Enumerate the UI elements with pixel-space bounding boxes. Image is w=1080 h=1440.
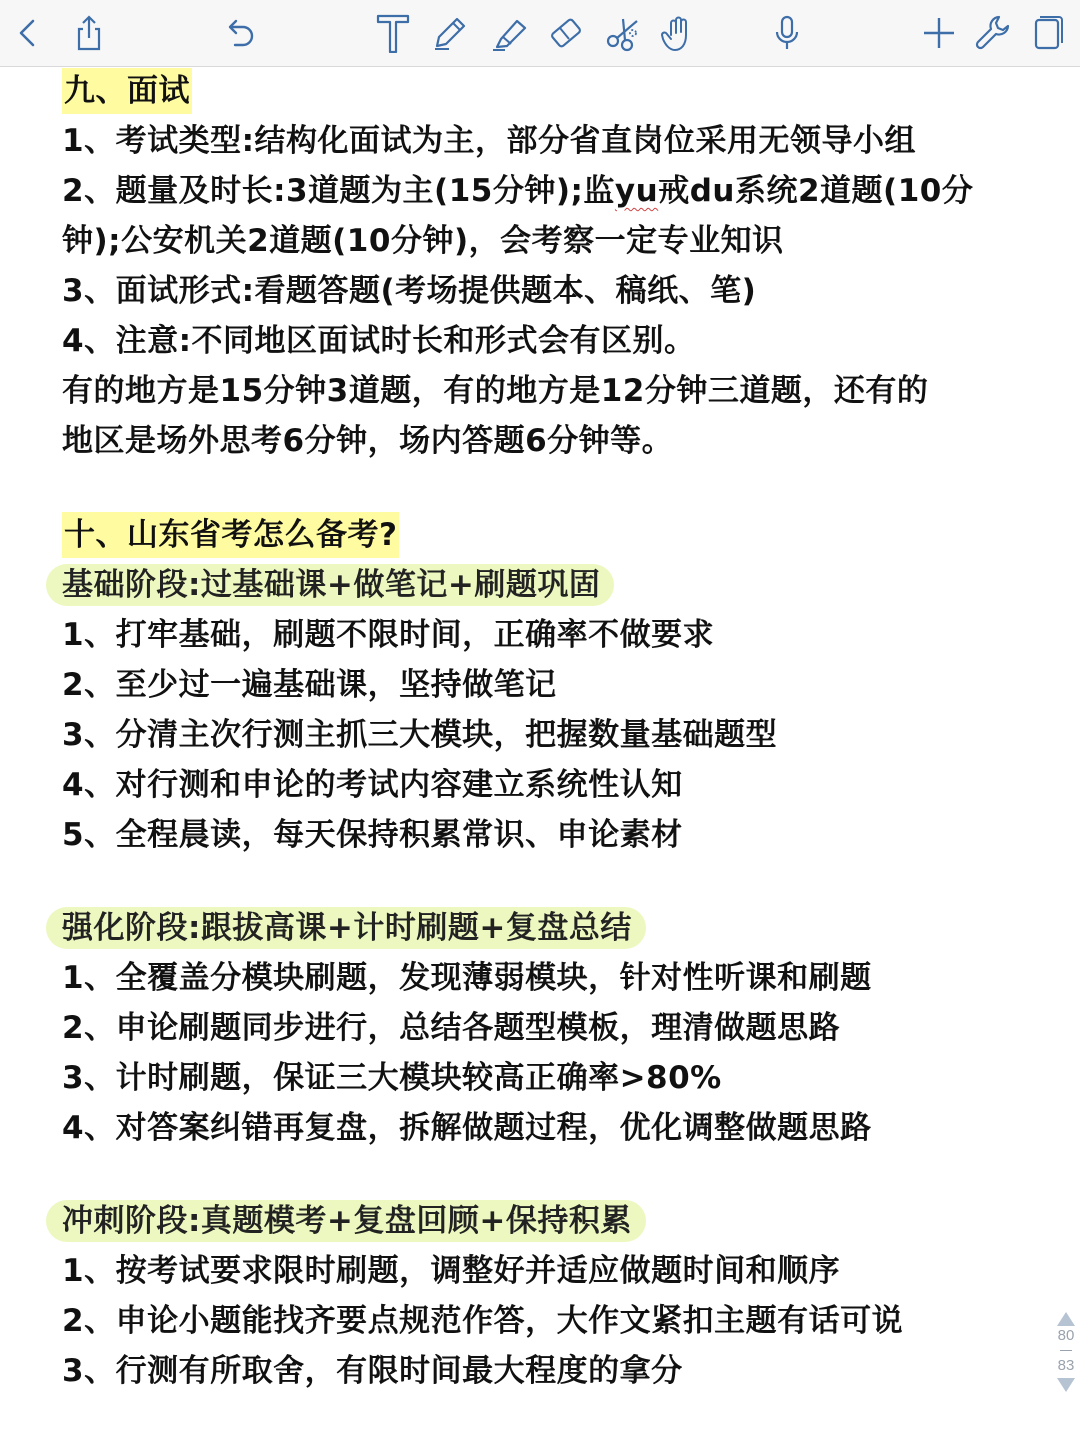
settings-button[interactable] bbox=[968, 8, 1018, 58]
highlighter-tool-button[interactable] bbox=[484, 8, 534, 58]
microphone-icon bbox=[767, 13, 807, 53]
note-line: 1、按考试要求限时刷题，调整好并适应做题时间和顺序 bbox=[62, 1253, 841, 1289]
note-line: 1、打牢基础，刷题不限时间，正确率不做要求 bbox=[62, 617, 715, 653]
page-indicator bbox=[1050, 1308, 1080, 1412]
section10-title: 十、山东省考怎么备考? bbox=[62, 512, 399, 558]
note-line bbox=[62, 166, 1042, 216]
text-tool-button[interactable] bbox=[368, 8, 418, 58]
section-heading bbox=[62, 66, 1042, 116]
note-line: 3、面试形式:看题答题(考场提供题本、稿纸、笔) bbox=[62, 273, 757, 309]
note-line: 有的地方是15分钟3道题，有的地方是12分钟三道题，还有的 bbox=[62, 373, 929, 409]
page-up-icon[interactable] bbox=[1057, 1312, 1075, 1326]
add-icon bbox=[919, 13, 959, 53]
page-down-icon[interactable] bbox=[1057, 1378, 1075, 1392]
total-pages: 83 bbox=[1057, 1357, 1075, 1374]
wrench-icon bbox=[973, 13, 1013, 53]
add-page-button[interactable] bbox=[914, 8, 964, 58]
page-icon bbox=[1027, 13, 1067, 53]
stage-heading bbox=[62, 903, 1042, 953]
stage-heading bbox=[62, 560, 1042, 610]
section9-title: 九、面试 bbox=[62, 68, 192, 114]
note-line: 4、注意:不同地区面试时长和形式会有区别。 bbox=[62, 323, 696, 359]
note-line: 3、行测有所取舍，有限时间最大程度的拿分 bbox=[62, 1353, 683, 1389]
stage-intensive-title: 强化阶段:跟拔高课+计时刷题+复盘总结 bbox=[46, 907, 646, 949]
back-button[interactable] bbox=[2, 8, 52, 58]
eraser-icon bbox=[545, 13, 585, 53]
toolbar bbox=[0, 0, 1080, 67]
note-line: 2、至少过一遍基础课，坚持做笔记 bbox=[62, 667, 557, 703]
note-line: 2、申论小题能找齐要点规范作答，大作文紧扣主题有话可说 bbox=[62, 1303, 904, 1339]
note-line: 1、考试类型:结构化面试为主，部分省直岗位采用无领导小组 bbox=[62, 123, 916, 159]
note-line: 4、对答案纠错再复盘，拆解做题过程，优化调整做题思路 bbox=[62, 1110, 872, 1146]
current-page: 80 bbox=[1057, 1327, 1075, 1344]
note-line: 5、全程晨读，每天保持积累常识、申论素材 bbox=[62, 817, 683, 853]
stage-basic-title: 基础阶段:过基础课+做笔记+刷题巩固 bbox=[46, 564, 614, 606]
microphone-button[interactable] bbox=[762, 8, 812, 58]
text-tool-icon bbox=[373, 13, 413, 53]
note-line: 地区是场外思考6分钟，场内答题6分钟等。 bbox=[62, 423, 674, 459]
lasso-tool-button[interactable] bbox=[598, 8, 648, 58]
highlighter-icon bbox=[489, 13, 529, 53]
eraser-tool-button[interactable] bbox=[540, 8, 590, 58]
note-line: 钟);公安机关2道题(10分钟)，会考察一定专业知识 bbox=[62, 223, 784, 259]
note-line: 3、分清主次行测主抓三大模块，把握数量基础题型 bbox=[62, 717, 778, 753]
spellcheck-word[interactable]: yu bbox=[614, 173, 659, 209]
undo-icon bbox=[219, 13, 259, 53]
note-text: 戒du系统2道题(10分 bbox=[658, 173, 974, 209]
note-content bbox=[62, 66, 1042, 1396]
note-line: 2、申论刷题同步进行，总结各题型模板，理清做题思路 bbox=[62, 1010, 841, 1046]
page-divider bbox=[1060, 1350, 1072, 1351]
note-line: 4、对行测和申论的考试内容建立系统性认知 bbox=[62, 767, 683, 803]
pen-tool-button[interactable] bbox=[424, 8, 474, 58]
note-line: 1、全覆盖分模块刷题，发现薄弱模块，针对性听课和刷题 bbox=[62, 960, 872, 996]
lasso-scissors-icon bbox=[603, 13, 643, 53]
undo-button[interactable] bbox=[214, 8, 264, 58]
hand-icon bbox=[657, 13, 697, 53]
hand-tool-button[interactable] bbox=[652, 8, 702, 58]
stage-heading bbox=[62, 1196, 1042, 1246]
note-line: 3、计时刷题，保证三大模块较高正确率>80% bbox=[62, 1060, 722, 1096]
stage-sprint-title: 冲刺阶段:真题模考+复盘回顾+保持积累 bbox=[46, 1200, 646, 1242]
pen-icon bbox=[429, 13, 469, 53]
share-button[interactable] bbox=[64, 8, 114, 58]
chevron-left-icon bbox=[7, 13, 47, 53]
note-text: 2、题量及时长:3道题为主(15分钟);监 bbox=[62, 173, 615, 209]
share-icon bbox=[69, 13, 109, 53]
page-view-button[interactable] bbox=[1022, 8, 1072, 58]
section-heading bbox=[62, 510, 1042, 560]
